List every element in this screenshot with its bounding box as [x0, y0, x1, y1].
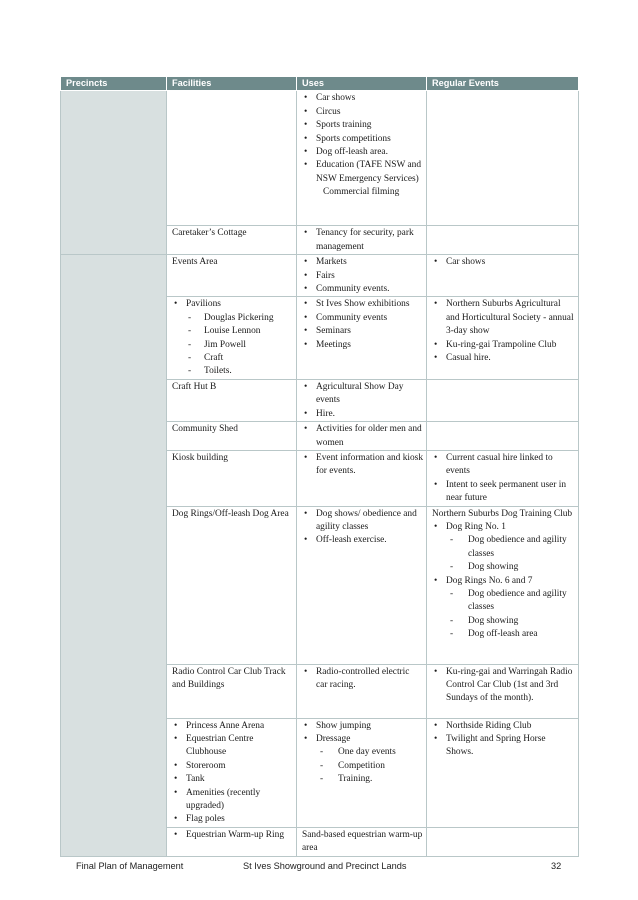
list-subitem: - Craft [172, 352, 293, 365]
list-item: • Activities for older men and women [302, 423, 423, 450]
facility-cell: Kiosk building [167, 450, 297, 506]
list-subitem: - Dog obedience and agility classes [432, 534, 575, 561]
list-item: • Dog Rings No. 6 and 7 [432, 575, 575, 588]
footer-section-title: St Ives Showground and Precinct Lands [243, 861, 407, 871]
list-subitem: - Jim Powell [172, 339, 293, 352]
uses-cell [297, 379, 427, 421]
footer-document-title: Final Plan of Management [76, 861, 184, 871]
events-cell [427, 718, 579, 827]
header-regular-events: Regular Events [427, 77, 579, 91]
list-item: • Flag poles [172, 813, 293, 826]
uses-cell [297, 718, 427, 827]
events-cell [427, 450, 579, 506]
header-uses: Uses [297, 77, 427, 91]
events-cell [427, 422, 579, 451]
list-item: • Hire. [302, 408, 423, 421]
events-cell [427, 827, 579, 856]
list-item: • Off-leash exercise. [302, 534, 423, 547]
uses-cell [297, 506, 427, 664]
events-cell [427, 506, 579, 664]
list-item: • Pavilions [172, 298, 293, 311]
list-item: • Princess Anne Arena [172, 720, 293, 733]
list-item: • Car shows [302, 92, 423, 105]
facility-cell [167, 297, 297, 379]
events-intro: Northern Suburbs Dog Training Club [432, 508, 573, 519]
list-item: • Dog Ring No. 1 [432, 521, 575, 534]
facility-cell: Craft Hut B [167, 379, 297, 421]
list-item: • Community events. [302, 283, 423, 296]
list-item: • Show jumping [302, 720, 423, 733]
page-number: 32 [551, 861, 562, 871]
list-subitem: - Louise Lennon [172, 325, 293, 338]
uses-cell [297, 297, 427, 379]
list-item: • Equestrian Warm-up Ring [172, 829, 293, 842]
list-item: • Tenancy for security, park management [302, 227, 423, 254]
list-item: • Circus [302, 106, 423, 119]
list-item: • Community events [302, 312, 423, 325]
facilities-table [60, 76, 579, 857]
list-item: • Casual hire. [432, 352, 575, 365]
list-item: • Markets [302, 256, 423, 269]
header-precincts: Precincts [61, 77, 167, 91]
events-cell [427, 255, 579, 297]
list-item: • Agricultural Show Day events [302, 381, 423, 408]
list-subitem: - One day events [302, 746, 423, 759]
uses-cell: Sand-based equestrian warm-up area [297, 827, 427, 856]
list-item: • Event information and kiosk for events. [302, 452, 423, 479]
list-item: • Education (TAFE NSW and NSW Emergency Services) [302, 159, 423, 186]
table-header-row [61, 77, 579, 91]
events-cell [427, 664, 579, 718]
uses-cell [297, 450, 427, 506]
list-item: • Dressage [302, 733, 423, 746]
list-item: • Sports competitions [302, 133, 423, 146]
uses-cell [297, 226, 427, 255]
table-row [61, 91, 579, 226]
list-item: • Dog shows/ obedience and agility classes [302, 508, 423, 535]
facility-cell: Events Area [167, 255, 297, 297]
list-item-extra: Commercial filming [323, 187, 400, 198]
list-subitem: - Douglas Pickering [172, 312, 293, 325]
events-cell [427, 297, 579, 379]
list-item: • Twilight and Spring Horse Shows. [432, 733, 575, 760]
list-item: • Equestrian Centre Clubhouse [172, 733, 293, 760]
uses-cell [297, 422, 427, 451]
list-item: • Car shows [432, 256, 575, 269]
header-facilities: Facilities [167, 77, 297, 91]
list-item: • Current casual hire linked to events [432, 452, 575, 479]
table-row [61, 255, 579, 297]
precinct-cell [61, 255, 167, 856]
list-item: • Sports training [302, 119, 423, 132]
list-item: • Storeroom [172, 760, 293, 773]
list-item: • Amenities (recently upgraded) [172, 787, 293, 814]
list-item: • Tank [172, 773, 293, 786]
events-cell [427, 379, 579, 421]
list-item: • Radio-controlled electric car racing. [302, 666, 423, 693]
list-subitem: - Toilets. [172, 365, 293, 378]
list-subitem: - Dog showing [432, 615, 575, 628]
facility-cell [167, 91, 297, 226]
list-subitem: - Dog showing [432, 561, 575, 574]
list-item: • Ku-ring-gai and Warringah Radio Control Car Club (1st and 3rd Sundays of the month). [432, 666, 575, 706]
events-cell [427, 226, 579, 255]
list-item: • Northern Suburbs Agricultural and Horticultural Society - annual 3-day show [432, 298, 575, 338]
events-cell [427, 91, 579, 226]
facility-cell [167, 827, 297, 856]
uses-cell [297, 664, 427, 718]
list-subitem: - Dog off-leash area [432, 628, 575, 641]
facility-cell [167, 718, 297, 827]
facility-cell: Community Shed [167, 422, 297, 451]
list-item: • Ku-ring-gai Trampoline Club [432, 339, 575, 352]
uses-cell [297, 91, 427, 226]
list-item: • Meetings [302, 339, 423, 352]
list-item: • St Ives Show exhibitions [302, 298, 423, 311]
list-item: • Dog off-leash area. [302, 146, 423, 159]
list-subitem: - Training. [302, 773, 423, 786]
list-subitem: - Dog obedience and agility classes [432, 588, 575, 615]
list-subitem: - Competition [302, 760, 423, 773]
precinct-cell [61, 91, 167, 255]
facility-cell: Caretaker’s Cottage [167, 226, 297, 255]
list-item: • Seminars [302, 325, 423, 338]
facility-cell: Radio Control Car Club Track and Buildings [167, 664, 297, 718]
uses-cell [297, 255, 427, 297]
list-item: • Northside Riding Club [432, 720, 575, 733]
facility-cell: Dog Rings/Off-leash Dog Area [167, 506, 297, 664]
list-item: • Fairs [302, 270, 423, 283]
list-item: • Intent to seek permanent user in near future [432, 479, 575, 506]
